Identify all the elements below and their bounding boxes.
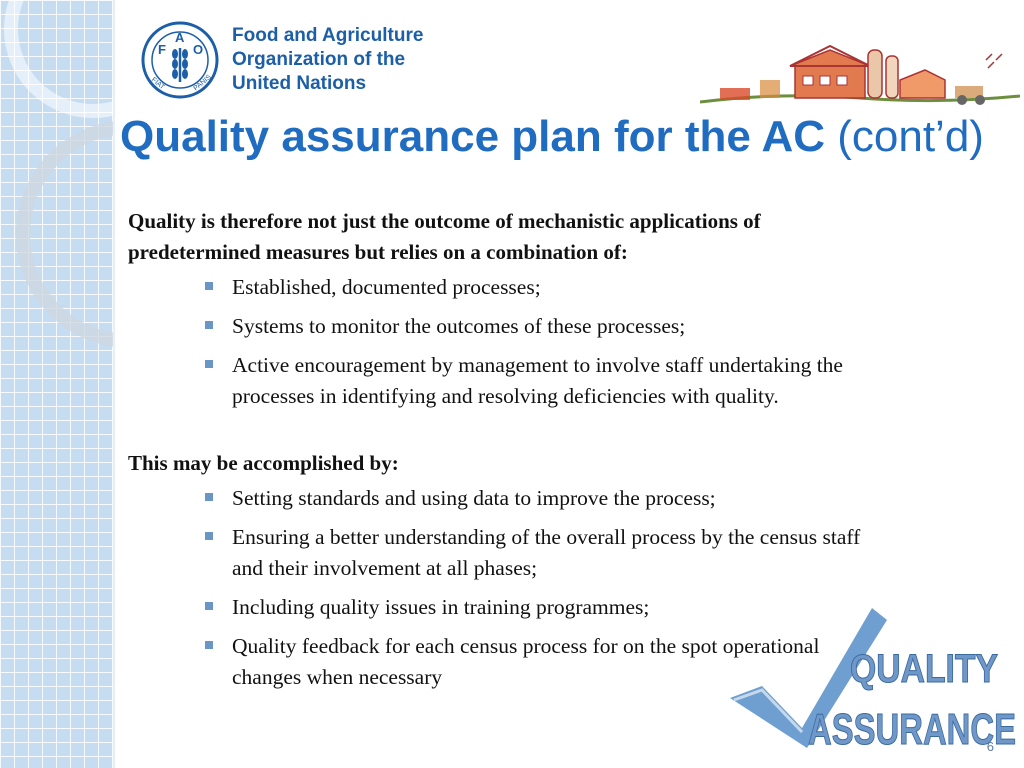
organization-name bbox=[232, 24, 423, 96]
page-number: 6 bbox=[986, 739, 994, 754]
strip-edge bbox=[113, 0, 115, 768]
list-item bbox=[232, 272, 888, 303]
svg-text:F: F bbox=[158, 42, 166, 57]
list-item-text: Active encouragement by management to involve staff undertaking the processes in identifying and resolving deficiencies with quality. bbox=[232, 353, 843, 408]
fao-logo bbox=[140, 20, 423, 100]
square-bullet-icon bbox=[205, 602, 213, 610]
list-item bbox=[232, 483, 888, 514]
list-item-text: Established, documented processes; bbox=[232, 275, 541, 299]
org-name-line: Organization of the bbox=[232, 49, 406, 70]
title-suffix: (cont’d) bbox=[837, 112, 984, 161]
section2-intro: This may be accomplished by: bbox=[128, 451, 399, 475]
org-name-line: United Nations bbox=[232, 73, 367, 94]
list-item-text: Ensuring a better understanding of the overall process by the census staff and their involvement at all phases; bbox=[232, 525, 861, 580]
square-bullet-icon bbox=[205, 493, 213, 501]
svg-text:A: A bbox=[175, 30, 185, 45]
decorative-ring bbox=[16, 120, 113, 348]
square-bullet-icon bbox=[205, 360, 213, 368]
list-item-text: Systems to monitor the outcomes of these processes; bbox=[232, 314, 686, 338]
decorative-grid-strip bbox=[0, 0, 113, 768]
slide-title bbox=[120, 112, 1020, 162]
svg-text:FIAT: FIAT bbox=[149, 76, 166, 92]
square-bullet-icon bbox=[205, 641, 213, 649]
list-item bbox=[232, 311, 888, 342]
list-item-text: Including quality issues in training programmes; bbox=[232, 595, 650, 619]
farm-illustration bbox=[700, 40, 1020, 110]
list-item bbox=[232, 350, 888, 412]
org-name-line: Food and Agriculture bbox=[232, 25, 424, 46]
title-main: Quality assurance plan for the AC bbox=[120, 112, 825, 161]
quality-assurance-graphic bbox=[722, 598, 1022, 758]
graphic-word-quality: QUALITY bbox=[850, 647, 999, 691]
fao-emblem-icon bbox=[140, 20, 220, 100]
section1-intro: Quality is therefore not just the outcome of mechanistic applications of predetermined measures but relies on a combination of: bbox=[128, 209, 761, 264]
list-item bbox=[232, 522, 888, 584]
list-item-text: Setting standards and using data to improve the process; bbox=[232, 486, 716, 510]
graphic-word-assurance: ASSURANCE bbox=[808, 705, 1016, 754]
square-bullet-icon bbox=[205, 321, 213, 329]
svg-text:O: O bbox=[193, 42, 204, 57]
decorative-ring bbox=[4, 0, 113, 118]
list-item-text: Quality feedback for each census process for on the spot operational changes when necessary bbox=[232, 634, 820, 689]
section1-bullet-list bbox=[128, 272, 888, 412]
square-bullet-icon bbox=[205, 282, 213, 290]
svg-text:PANIS: PANIS bbox=[192, 73, 213, 93]
square-bullet-icon bbox=[205, 532, 213, 540]
